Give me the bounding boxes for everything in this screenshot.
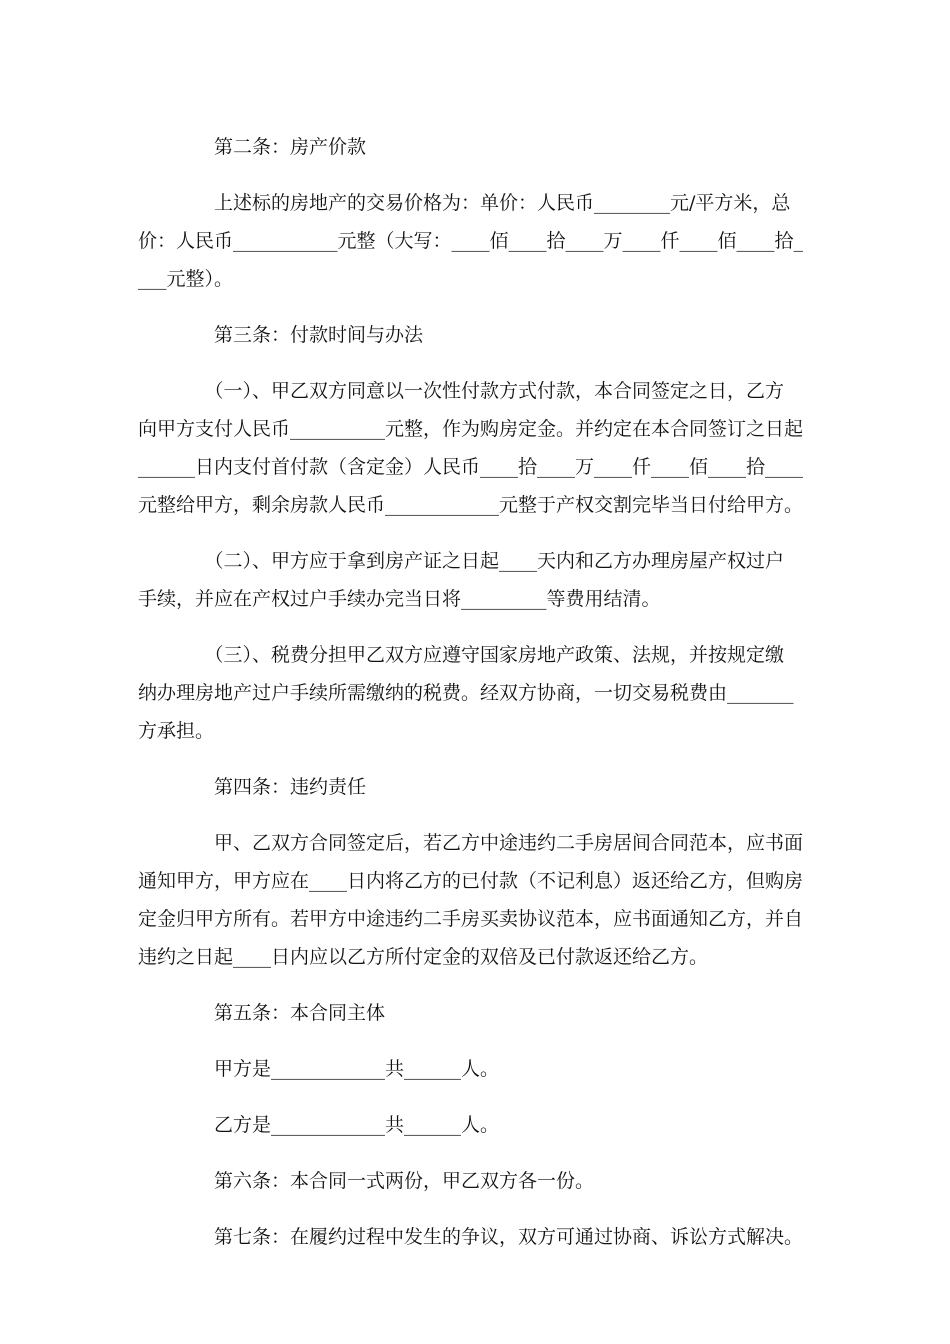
text-line: 甲方是____________共______人。 xyxy=(138,1058,500,1080)
text-line: 甲、乙双方合同签定后，若乙方中途违约二手房居间合同范本，应书面 xyxy=(138,832,804,854)
text-line: 第四条：违约责任 xyxy=(138,776,367,798)
text-line: 方承担。 xyxy=(138,720,215,742)
article-3-clause-3 xyxy=(138,636,810,750)
text-line: 第三条：付款时间与办法 xyxy=(138,324,424,346)
text-line: 价：人民币___________元整（大写：____佰____拾____万____仟____佰____拾_ xyxy=(138,230,804,252)
article-4-heading xyxy=(138,768,810,806)
text-line: （二）、甲方应于拿到房产证之日起____天内和乙方办理房屋产权过户 xyxy=(138,550,785,572)
article-5-heading xyxy=(138,994,810,1032)
text-line: 第六条：本合同一式两份，甲乙双方各一份。 xyxy=(138,1170,595,1192)
text-line: 手续，并应在产权过户手续办完当日将_________等费用结清。 xyxy=(138,588,661,610)
text-line: （三）、税费分担甲乙双方应遵守国家房地产政策、法规，并按规定缴 xyxy=(138,644,785,666)
text-line: 上述标的房地产的交易价格为：单价：人民币________元/平方米，总 xyxy=(138,192,791,214)
text-line: 第五条：本合同主体 xyxy=(138,1002,386,1024)
text-line: （一）、甲乙双方同意以一次性付款方式付款，本合同签定之日，乙方 xyxy=(138,380,785,402)
text-line: 第二条：房产价款 xyxy=(138,136,367,158)
text-line: ______日内支付首付款（含定金）人民币____拾____万____仟____佰____拾____ xyxy=(138,456,804,478)
text-line: 元整给甲方，剩余房款人民币____________元整于产权交割完毕当日付给甲方。 xyxy=(138,494,804,516)
article-3-heading xyxy=(138,316,810,354)
text-line: 定金归甲方所有。若甲方中途违约二手房买卖协议范本，应书面通知乙方，并自 xyxy=(138,908,804,930)
article-4-body xyxy=(138,824,810,976)
document-page xyxy=(138,128,810,1256)
text-line: 第七条：在履约过程中发生的争议，双方可通过协商、诉讼方式解决。 xyxy=(138,1226,804,1248)
party-b-line xyxy=(138,1106,810,1144)
party-a-line xyxy=(138,1050,810,1088)
article-3-clause-1 xyxy=(138,372,810,524)
article-2-body xyxy=(138,184,810,298)
text-line: ___元整）。 xyxy=(138,268,234,290)
article-3-clause-2 xyxy=(138,542,810,618)
text-line: 乙方是____________共______人。 xyxy=(138,1114,500,1136)
article-2-heading xyxy=(138,128,810,166)
text-line: 违约之日起____日内应以乙方所付定金的双倍及已付款返还给乙方。 xyxy=(138,946,709,968)
text-line: 通知甲方，甲方应在____日内将乙方的已付款（不记利息）返还给乙方，但购房 xyxy=(138,870,804,892)
article-7 xyxy=(138,1218,810,1256)
text-line: 向甲方支付人民币__________元整，作为购房定金。并约定在本合同签订之日起 xyxy=(138,418,804,440)
text-line: 纳办理房地产过户手续所需缴纳的税费。经双方协商，一切交易税费由_______ xyxy=(138,682,794,704)
article-6 xyxy=(138,1162,810,1200)
